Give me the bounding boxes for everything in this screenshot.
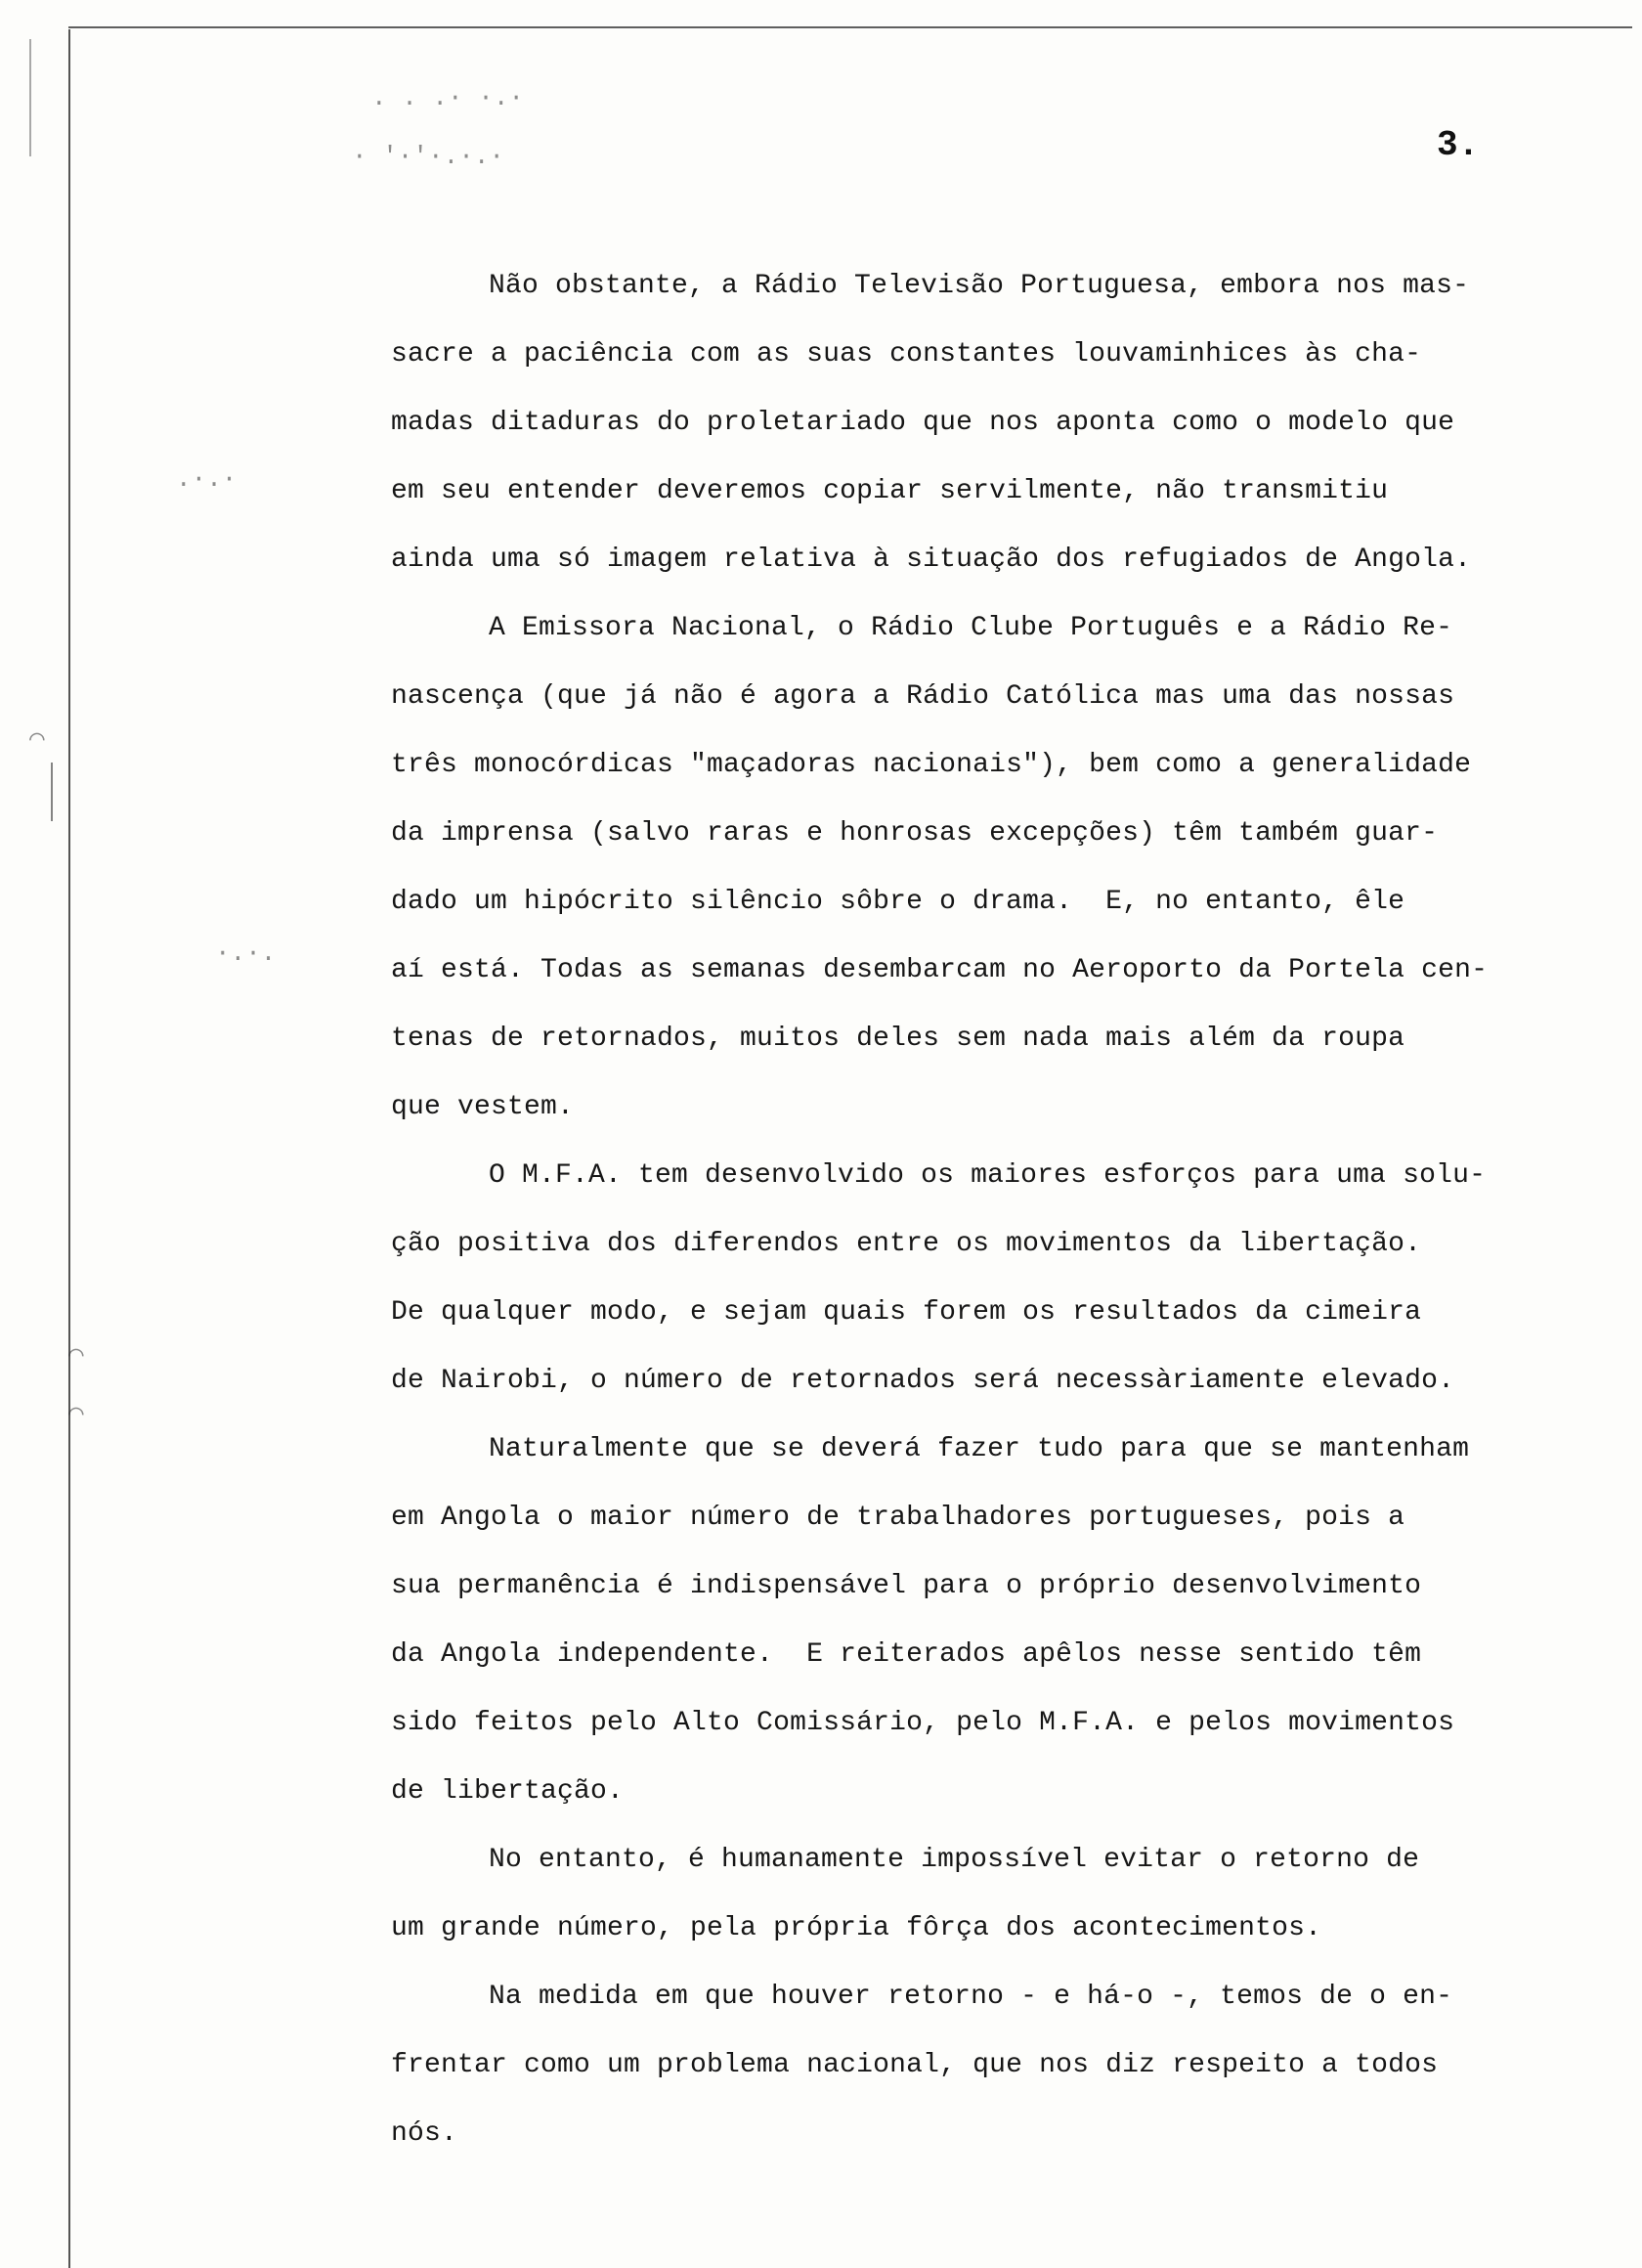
paragraph-line: que vestem. <box>391 1092 575 1122</box>
paragraph-line: de libertação. <box>391 1776 625 1807</box>
paragraph-line: dado um hipócrito silêncio sôbre o drama. E, no entanto, êle <box>391 887 1405 917</box>
paragraph-line: sua permanência é indispensável para o próprio desenvolvimento <box>391 1571 1422 1601</box>
scan-artifact-line <box>51 763 53 821</box>
margin-scribble-icon: ⌒ <box>68 1399 84 1428</box>
paragraph-line: de Nairobi, o número de retornados será necessàriamente elevado. <box>391 1366 1455 1396</box>
paragraph-line: sido feitos pelo Alto Comissário, pelo M.F.A. e pelos movimentos <box>391 1708 1455 1738</box>
paragraph-line: Não obstante, a Rádio Televisão Portuguesa, embora nos mas- <box>489 271 1470 301</box>
paragraph-line: tenas de retornados, muitos deles sem nada mais além da roupa <box>391 1024 1405 1054</box>
scan-speckle: .·.· <box>176 464 238 494</box>
page-top-border <box>68 26 1632 28</box>
paragraph-line: sacre a paciência com as suas constantes louvaminhices às cha- <box>391 339 1422 370</box>
scan-artifact-line <box>29 39 31 156</box>
paragraph-line: ção positiva dos diferendos entre os movimentos da libertação. <box>391 1229 1422 1259</box>
paragraph-line: No entanto, é humanamente impossível evitar o retorno de <box>489 1845 1420 1875</box>
paragraph-line: Naturalmente que se deverá fazer tudo para que se mantenham <box>489 1434 1470 1464</box>
paragraph-line: frentar como um problema nacional, que nos diz respeito a todos <box>391 2050 1439 2080</box>
paragraph-line: em Angola o maior número de trabalhadores portugueses, pois a <box>391 1503 1405 1533</box>
scan-speckle: . . .· ·.· <box>371 83 525 112</box>
paragraph-line: nascença (que já não é agora a Rádio Católica mas uma das nossas <box>391 681 1455 712</box>
page-number: 3. <box>1437 125 1480 165</box>
body-text <box>391 252 1593 2168</box>
paragraph-line: A Emissora Nacional, o Rádio Clube Português e a Rádio Re- <box>489 613 1453 643</box>
paragraph-line: ainda uma só imagem relativa à situação dos refugiados de Angola. <box>391 545 1472 575</box>
paragraph-line: Na medida em que houver retorno - e há-o -, temos de o en- <box>489 1982 1453 2012</box>
margin-scribble-icon: ⌒ <box>29 724 45 754</box>
paragraph-line: nós. <box>391 2118 458 2149</box>
paragraph-line: madas ditaduras do proletariado que nos aponta como o modelo que <box>391 408 1455 438</box>
paragraph-line: aí está. Todas as semanas desembarcam no Aeroporto da Portela cen- <box>391 955 1489 985</box>
margin-scribble-icon: ⌒ <box>68 1340 84 1370</box>
paragraph-line: O M.F.A. tem desenvolvido os maiores esforços para uma solu- <box>489 1160 1487 1191</box>
paragraph-line: em seu entender deveremos copiar servilmente, não transmitiu <box>391 476 1389 506</box>
paragraph-line: da imprensa (salvo raras e honrosas excepções) têm também guar- <box>391 818 1439 849</box>
paragraph-line: três monocórdicas "maçadoras nacionais"), bem como a generalidade <box>391 750 1472 780</box>
page-left-border <box>68 29 70 2268</box>
paragraph-line: da Angola independente. E reiterados apêlos nesse sentido têm <box>391 1639 1422 1670</box>
paragraph-line: um grande número, pela própria fôrça dos acontecimentos. <box>391 1913 1322 1943</box>
scan-speckle: · '·'·.·.· <box>352 142 505 171</box>
scan-speckle: ·.·. <box>215 938 277 968</box>
paragraph-line: De qualquer modo, e sejam quais forem os resultados da cimeira <box>391 1297 1422 1328</box>
